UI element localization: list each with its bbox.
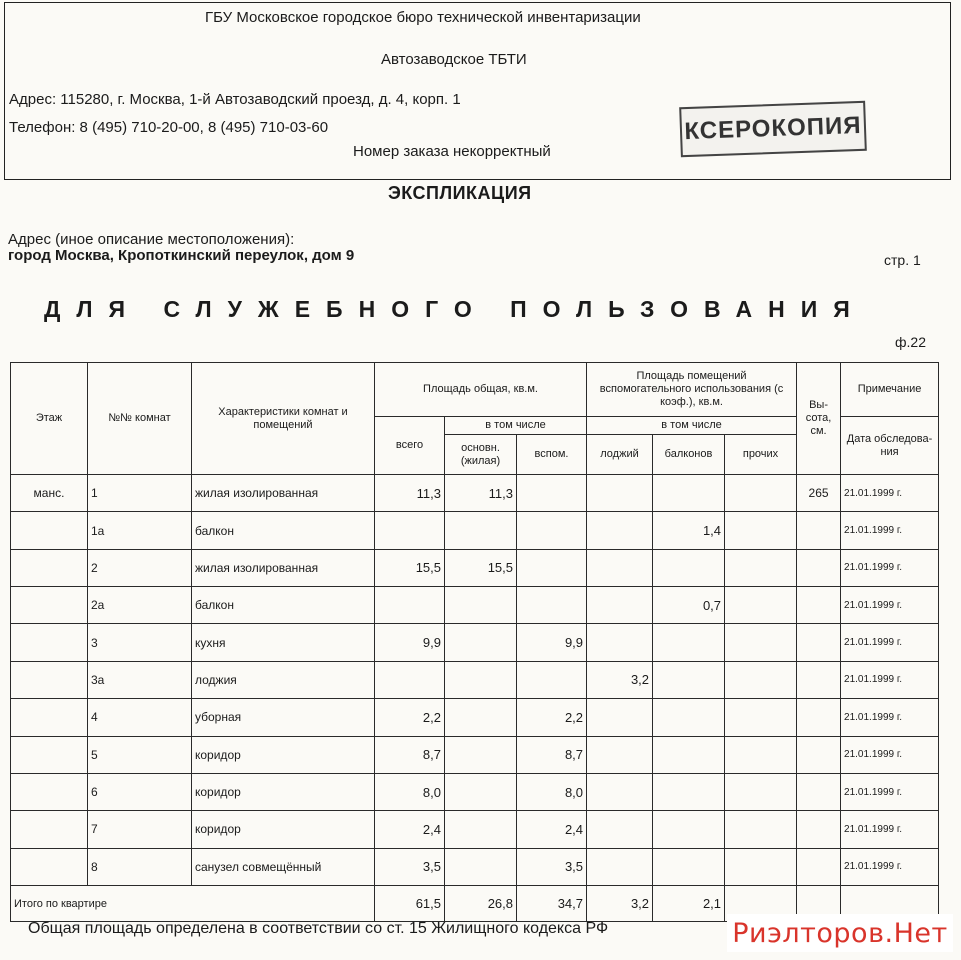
cell-desc: жилая изолированная <box>192 549 375 586</box>
cell-floor <box>11 811 88 848</box>
totals-total: 61,5 <box>375 886 445 922</box>
cell-other <box>725 475 797 512</box>
cell-floor <box>11 624 88 661</box>
cell-height <box>797 811 841 848</box>
cell-aux: 3,5 <box>517 848 587 885</box>
cell-desc: балкон <box>192 587 375 624</box>
cell-height <box>797 512 841 549</box>
table-row <box>11 811 939 848</box>
cell-date: 21.01.1999 г. <box>841 475 939 512</box>
cell-main <box>445 736 517 773</box>
header-main: основн. (жилая) <box>445 435 517 475</box>
cell-total: 15,5 <box>375 549 445 586</box>
cell-loggia: 3,2 <box>587 661 653 698</box>
cell-main <box>445 624 517 661</box>
cell-room: 8 <box>88 848 192 885</box>
cell-room: 1а <box>88 512 192 549</box>
cell-total: 11,3 <box>375 475 445 512</box>
totals-balcony: 2,1 <box>653 886 725 922</box>
cell-main: 15,5 <box>445 549 517 586</box>
cell-total: 8,7 <box>375 736 445 773</box>
cell-room: 5 <box>88 736 192 773</box>
cell-balcony <box>653 773 725 810</box>
cell-other <box>725 736 797 773</box>
cell-other <box>725 512 797 549</box>
branch-name: Автозаводское ТБТИ <box>381 51 527 68</box>
cell-room: 3 <box>88 624 192 661</box>
cell-date: 21.01.1999 г. <box>841 699 939 736</box>
cell-aux <box>517 587 587 624</box>
cell-date: 21.01.1999 г. <box>841 736 939 773</box>
header-area-total: Площадь общая, кв.м. <box>375 363 587 417</box>
location-value: город Москва, Кропоткинский переулок, дом 9 <box>8 247 355 264</box>
cell-balcony <box>653 848 725 885</box>
totals-label: Итого по квартире <box>11 886 375 922</box>
cell-loggia <box>587 624 653 661</box>
header-aux: вспом. <box>517 435 587 475</box>
cell-desc: коридор <box>192 773 375 810</box>
cell-balcony: 0,7 <box>653 587 725 624</box>
cell-balcony: 1,4 <box>653 512 725 549</box>
cell-room: 4 <box>88 699 192 736</box>
cell-desc: санузел совмещённый <box>192 848 375 885</box>
cell-other <box>725 587 797 624</box>
cell-main <box>445 848 517 885</box>
header-floor: Этаж <box>11 363 88 475</box>
totals-loggia: 3,2 <box>587 886 653 922</box>
table-row <box>11 624 939 661</box>
doc-title: ЭКСПЛИКАЦИЯ <box>388 183 532 203</box>
table-row <box>11 699 939 736</box>
cell-loggia <box>587 773 653 810</box>
cell-floor <box>11 549 88 586</box>
cell-room: 1 <box>88 475 192 512</box>
form-number: ф.22 <box>895 334 926 350</box>
table-row <box>11 661 939 698</box>
cell-floor <box>11 587 88 624</box>
header-incl-aux: в том числе <box>587 417 797 435</box>
cell-main <box>445 512 517 549</box>
cell-aux <box>517 512 587 549</box>
cell-date: 21.01.1999 г. <box>841 811 939 848</box>
cell-loggia <box>587 811 653 848</box>
header-survey-date: Дата обследова-ния <box>841 417 939 475</box>
header-note: Примечание <box>841 363 939 417</box>
totals-aux: 34,7 <box>517 886 587 922</box>
totals-main: 26,8 <box>445 886 517 922</box>
cell-other <box>725 624 797 661</box>
cell-balcony <box>653 624 725 661</box>
cell-height <box>797 587 841 624</box>
cell-floor <box>11 661 88 698</box>
cell-other <box>725 549 797 586</box>
cell-balcony <box>653 661 725 698</box>
cell-date: 21.01.1999 г. <box>841 587 939 624</box>
cell-floor <box>11 699 88 736</box>
header-height: Вы-сота, см. <box>797 363 841 475</box>
cell-date: 21.01.1999 г. <box>841 512 939 549</box>
cell-date: 21.01.1999 г. <box>841 549 939 586</box>
cell-main <box>445 661 517 698</box>
cell-loggia <box>587 587 653 624</box>
cell-total <box>375 512 445 549</box>
footer-note: Общая площадь определена в соответствии со ст. 15 Жилищного кодекса РФ <box>28 920 609 937</box>
cell-aux <box>517 661 587 698</box>
cell-desc: лоджия <box>192 661 375 698</box>
cell-desc: кухня <box>192 624 375 661</box>
cell-balcony <box>653 475 725 512</box>
cell-total <box>375 587 445 624</box>
table-row <box>11 475 939 512</box>
header-box <box>4 2 951 180</box>
cell-aux: 2,2 <box>517 699 587 736</box>
cell-room: 2а <box>88 587 192 624</box>
cell-main <box>445 587 517 624</box>
cell-height <box>797 661 841 698</box>
cell-other <box>725 811 797 848</box>
table-row <box>11 848 939 885</box>
header-rooms: №№ комнат <box>88 363 192 475</box>
cell-loggia <box>587 475 653 512</box>
header-characteristics: Характеристики комнат и помещений <box>192 363 375 475</box>
cell-aux <box>517 475 587 512</box>
cell-loggia <box>587 549 653 586</box>
cell-aux: 2,4 <box>517 811 587 848</box>
order-number: Номер заказа некорректный <box>353 143 551 160</box>
cell-main <box>445 811 517 848</box>
site-watermark: Риэлторов.Нет <box>727 914 953 952</box>
header-balcony: балконов <box>653 435 725 475</box>
page-number: стр. 1 <box>884 252 921 268</box>
cell-loggia <box>587 699 653 736</box>
cell-floor <box>11 848 88 885</box>
cell-aux: 9,9 <box>517 624 587 661</box>
cell-other <box>725 848 797 885</box>
cell-aux <box>517 549 587 586</box>
table-row <box>11 736 939 773</box>
cell-desc: коридор <box>192 736 375 773</box>
table-row <box>11 512 939 549</box>
cell-height: 265 <box>797 475 841 512</box>
cell-desc: балкон <box>192 512 375 549</box>
explication-table <box>10 362 939 922</box>
cell-main: 11,3 <box>445 475 517 512</box>
cell-loggia <box>587 736 653 773</box>
cell-total: 8,0 <box>375 773 445 810</box>
cell-date: 21.01.1999 г. <box>841 773 939 810</box>
table-row <box>11 773 939 810</box>
cell-balcony <box>653 811 725 848</box>
cell-height <box>797 699 841 736</box>
header-loggia: лоджий <box>587 435 653 475</box>
table-row <box>11 587 939 624</box>
header-aux-area: Площадь помещений вспомогательного использования (с коэф.), кв.м. <box>587 363 797 417</box>
cell-height <box>797 624 841 661</box>
cell-desc: жилая изолированная <box>192 475 375 512</box>
cell-loggia <box>587 512 653 549</box>
cell-room: 2 <box>88 549 192 586</box>
cell-balcony <box>653 699 725 736</box>
cell-total <box>375 661 445 698</box>
cell-height <box>797 848 841 885</box>
copy-stamp: КСЕРОКОПИЯ <box>679 101 867 157</box>
org-name: ГБУ Московское городское бюро технической инвентаризации <box>205 9 641 26</box>
cell-floor: манс. <box>11 475 88 512</box>
cell-total: 2,4 <box>375 811 445 848</box>
org-address: Адрес: 115280, г. Москва, 1-й Автозаводский проезд, д. 4, корп. 1 <box>9 91 461 108</box>
cell-other <box>725 699 797 736</box>
header-incl: в том числе <box>445 417 587 435</box>
table-row <box>11 549 939 586</box>
cell-total: 2,2 <box>375 699 445 736</box>
org-phone: Телефон: 8 (495) 710-20-00, 8 (495) 710-03-60 <box>9 119 329 136</box>
cell-height <box>797 736 841 773</box>
cell-floor <box>11 512 88 549</box>
header-total: всего <box>375 417 445 475</box>
cell-other <box>725 661 797 698</box>
header-other: прочих <box>725 435 797 475</box>
cell-aux: 8,0 <box>517 773 587 810</box>
service-use-banner: ДЛЯ СЛУЖЕБНОГО ПОЛЬЗОВАНИЯ <box>44 296 866 322</box>
cell-total: 3,5 <box>375 848 445 885</box>
cell-aux: 8,7 <box>517 736 587 773</box>
cell-loggia <box>587 848 653 885</box>
cell-height <box>797 773 841 810</box>
cell-floor <box>11 773 88 810</box>
cell-main <box>445 699 517 736</box>
cell-desc: коридор <box>192 811 375 848</box>
cell-desc: уборная <box>192 699 375 736</box>
location-label: Адрес (иное описание местоположения): <box>8 231 295 248</box>
cell-balcony <box>653 549 725 586</box>
cell-main <box>445 773 517 810</box>
cell-height <box>797 549 841 586</box>
cell-room: 3а <box>88 661 192 698</box>
cell-date: 21.01.1999 г. <box>841 624 939 661</box>
cell-date: 21.01.1999 г. <box>841 661 939 698</box>
cell-balcony <box>653 736 725 773</box>
cell-floor <box>11 736 88 773</box>
cell-room: 6 <box>88 773 192 810</box>
cell-date: 21.01.1999 г. <box>841 848 939 885</box>
cell-total: 9,9 <box>375 624 445 661</box>
cell-other <box>725 773 797 810</box>
cell-room: 7 <box>88 811 192 848</box>
